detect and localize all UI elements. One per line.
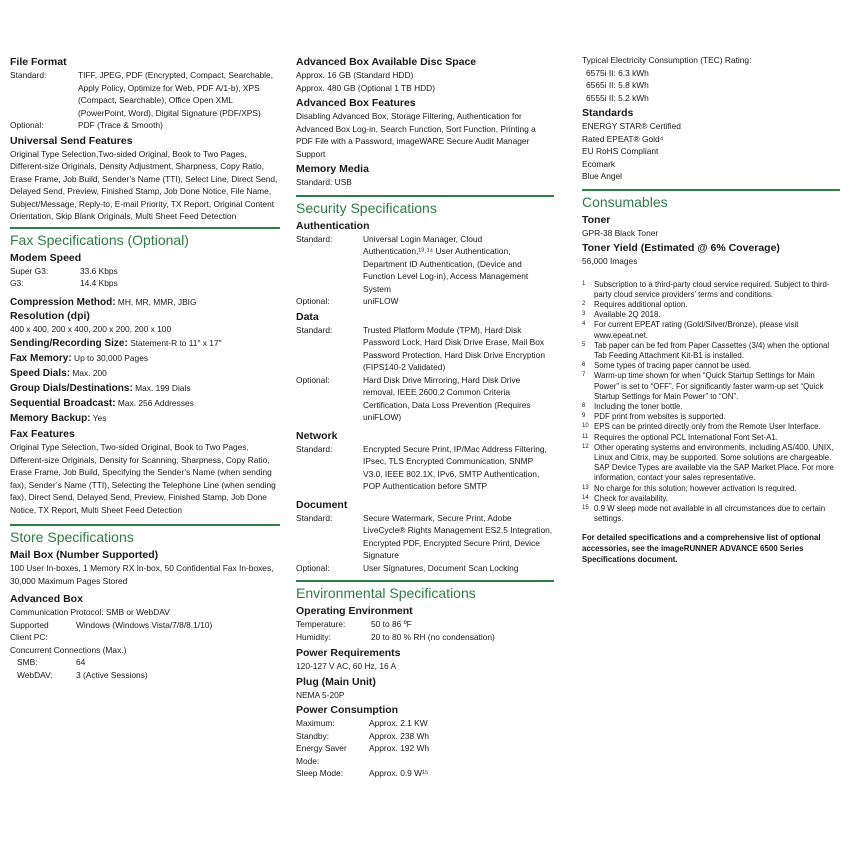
footnote-text: EPS can be printed directly only from the Remote User Interface. <box>594 422 821 432</box>
value: Approx. 0.9 W¹⁵ <box>369 768 429 778</box>
temperature-row <box>296 618 554 631</box>
footnote-number: 5 <box>582 341 586 348</box>
label: Standard: <box>10 70 47 80</box>
value: Yes <box>92 413 107 423</box>
label: Compression Method: <box>10 296 116 308</box>
protocol-text: Communication Protocol: SMB or WebDAV <box>10 607 170 617</box>
value: Approx. 238 Wh <box>369 730 430 741</box>
label-line: Supported <box>10 619 49 630</box>
footnote-text: Some types of tracing paper cannot be used. <box>594 361 752 371</box>
authentication-heading: Authentication <box>296 219 370 232</box>
footnote <box>582 433 840 443</box>
label: Standard: <box>296 233 333 244</box>
footnote <box>582 361 840 371</box>
footnote-number: 8 <box>582 402 586 409</box>
auth-standard-row <box>296 233 554 296</box>
plug-heading: Plug (Main Unit) <box>296 675 376 688</box>
store-section-title: Store Specifications <box>10 524 280 546</box>
footnote-text: Requires the optional PCL International Font Set-A1. <box>594 432 778 442</box>
plug-value: NEMA 5-20P <box>296 689 345 700</box>
toner-value: GPR-38 Black Toner <box>582 227 659 238</box>
value: Universal Login Manager, Cloud Authentication,¹³˒¹⁴ User Authentication, Department ID Authentication, (Device and Function Level Log-in), Access Management System <box>363 233 529 294</box>
modem-row <box>10 265 280 278</box>
disc-line: Approx. 16 GB (Standard HDD) <box>296 70 414 80</box>
advanced-box-heading: Advanced Box <box>10 593 83 605</box>
footnote-number: 11 <box>582 433 589 440</box>
footnote-number: 12 <box>582 443 589 450</box>
universal-send-text: Original Type Selection,Two-sided Original, Book to Two Pages, Different-size Originals, Density Adjustment, Sharpness, Copy Ratio, Erase Frame, Job Build, Sender’s Name (TTI), Select Line, Direct Send, Delayed Send, Preview, Finished Stamp, Job Done Notice, File Name, Subject/Message, Reply-to, E-mail Priority, TX Report, Original Content Orientation, Skip Blank Originals, Multi Sheet Feed Detection <box>10 148 278 221</box>
maximum-row <box>296 717 554 730</box>
speed-dials-line <box>10 367 280 380</box>
footnote <box>582 504 840 524</box>
disc-line: Approx. 480 GB (Optional 1 TB HDD) <box>296 82 436 93</box>
universal-send-heading: Universal Send Features <box>10 134 133 147</box>
footnote <box>582 341 840 361</box>
value: MH, MR, MMR, JBIG <box>117 296 197 307</box>
concurrent-text: Concurrent Connections (Max.) <box>10 644 127 655</box>
standards-line: Rated EPEAT® Gold⁴ <box>582 133 664 144</box>
footnote-number: 4 <box>582 321 586 328</box>
label: Optional: <box>296 374 330 385</box>
standards-line: Ecomark <box>582 158 616 169</box>
file-format-heading: File Format <box>10 56 67 68</box>
footnote <box>582 320 840 340</box>
size-line <box>10 337 280 350</box>
group-dials-line <box>10 382 280 395</box>
fax-memory-line <box>10 352 280 365</box>
label: Sequential Broadcast: <box>10 398 116 409</box>
network-standard-row <box>296 443 554 493</box>
footnote-text: Warm-up time shown for when “Quick Startup Settings for Main Power” is set to “OFF”. For significantly faster warm-up set “Quick Startup Settings for Main Power” to “ON”. <box>594 371 824 401</box>
adv-features-text: Disabling Advanced Box, Storage Filtering, Authentication for Advanced Box Log-in, Search Function, Sort Function, Printing a PDF File with a Password, imageWARE Secure Audit Manager Support <box>296 111 536 159</box>
label: Optional: <box>296 296 330 306</box>
footnote <box>582 412 840 422</box>
supported-row <box>10 619 280 644</box>
operating-env-heading: Operating Environment <box>296 605 413 617</box>
label: Maximum: <box>296 718 335 728</box>
modem-speed-heading: Modem Speed <box>10 251 82 264</box>
value: Up to 30,000 Pages <box>74 353 149 363</box>
tec-row: 6555i II: 5.2 kWh <box>586 92 649 103</box>
data-optional-row <box>296 374 554 424</box>
value: Encrypted Secure Print, IP/Mac Address Filtering, IPsec, TLS Encrypted Communication, SNMP V3.0, IEEE 802.1X, IPv6, SMTP Authentication, POP Authentication before SMTP <box>363 443 547 491</box>
label: Optional: <box>296 562 330 573</box>
fax-section-title <box>10 227 280 249</box>
standards-line: Blue Angel <box>582 171 623 181</box>
webdav-row <box>10 669 280 682</box>
value: User Signatures, Document Scan Locking <box>363 562 519 573</box>
footnote-text: Requires additional option. <box>594 299 688 309</box>
footnote <box>582 280 840 300</box>
footnote <box>582 402 840 412</box>
value: PDF (Trace & Smooth) <box>78 120 163 130</box>
mailbox-text: 100 User In-boxes, 1 Memory RX In-box, 50 Confidential Fax In-boxes, 30,000 Maximum Pages Stored <box>10 563 274 586</box>
footnote-text: Including the toner bottle. <box>594 401 683 411</box>
label-line: Energy Saver <box>296 743 347 753</box>
fax-title: Fax Specifications <box>10 231 124 248</box>
energy-saver-row <box>296 742 554 767</box>
footnote-number: 14 <box>582 494 589 501</box>
memory-media-heading: Memory Media <box>296 163 369 175</box>
humidity-row <box>296 631 554 644</box>
label: Humidity: <box>296 631 331 642</box>
footnote <box>582 300 840 310</box>
footnote <box>582 484 840 494</box>
label: Optional: <box>10 120 44 130</box>
label: Standby: <box>296 730 330 741</box>
column-2 <box>296 52 554 780</box>
footnote-number: 3 <box>582 311 586 318</box>
label: Speed Dials: <box>10 368 71 379</box>
footnote <box>582 310 840 320</box>
value: Max. 256 Addresses <box>117 398 194 408</box>
consumables-section-title: Consumables <box>582 189 840 211</box>
compression-line <box>10 296 280 309</box>
label: WebDAV: <box>17 669 53 680</box>
footnote <box>582 371 840 402</box>
backup-line <box>10 412 280 425</box>
footnote-number: 15 <box>582 504 589 511</box>
adv-features-heading: Advanced Box Features <box>296 97 416 109</box>
value: Windows (Windows Vista/7/8/8.1/10) <box>76 619 213 630</box>
footnote-number: 6 <box>582 362 586 369</box>
label: Temperature: <box>296 619 346 629</box>
document-optional-row <box>296 562 554 575</box>
footnote-number: 1 <box>582 280 586 287</box>
footnote-text: Subscription to a third-party cloud service required. Subject to third-party cloud service providers’ terms and conditions. <box>594 279 830 299</box>
footnote-text: Available 2Q 2018. <box>594 310 661 320</box>
fax-title-suffix: (Optional) <box>127 231 189 248</box>
label: SMB: <box>17 657 38 667</box>
auth-optional-row <box>296 295 554 308</box>
label: Memory Backup: <box>10 413 91 424</box>
toner-yield-value: 56,000 Images <box>582 256 638 266</box>
label: Standard: <box>296 443 333 454</box>
footnote-number: 9 <box>582 413 586 420</box>
label: Sleep Mode: <box>296 768 344 778</box>
file-format-optional-row <box>10 119 280 132</box>
label: Standard: <box>296 512 333 523</box>
resolution-heading: Resolution (dpi) <box>10 309 90 322</box>
fax-features-heading: Fax Features <box>10 428 75 440</box>
footnote <box>582 443 840 484</box>
smb-row <box>10 656 280 669</box>
value: TIFF, JPEG, PDF (Encrypted, Compact, Searchable, Apply Policy, Optimize for Web, PDF A/1-b), XPS (Compact, Searchable), Office Open XML (PowerPoint, Word), Digital Signature (PDF/XPS) <box>78 70 274 118</box>
toner-heading: Toner <box>582 213 611 226</box>
column-3 <box>582 52 840 565</box>
footnote <box>582 494 840 504</box>
environmental-section-title: Environmental Specifications <box>296 580 554 602</box>
value: 64 <box>76 657 86 667</box>
value: 14.4 Kbps <box>80 278 118 288</box>
value: 50 to 86 ºF <box>371 619 412 629</box>
closing-note: For detailed specifications and a comprehensive list of optional accessories, see the imageRUNNER ADVANCE 6500 Series Specifications document. <box>582 533 821 565</box>
data-heading: Data <box>296 310 319 323</box>
value: uniFLOW <box>363 296 399 306</box>
tec-row: 6565i II: 5.8 kWh <box>586 80 649 90</box>
value: Approx. 192 Wh <box>369 743 430 753</box>
file-format-standard-row <box>10 69 280 119</box>
label-line: Mode: <box>296 755 320 766</box>
tec-heading: Typical Electricity Consumption (TEC) Rating: <box>582 55 752 65</box>
label <box>10 619 76 644</box>
data-standard-row <box>296 324 554 374</box>
value: 33.6 Kbps <box>80 265 118 276</box>
power-req-value: 120-127 V AC, 60 Hz, 16 A <box>296 661 397 671</box>
mailbox-heading: Mail Box (Number Supported) <box>10 549 159 561</box>
footnote-text: Check for availability. <box>594 493 668 503</box>
toner-yield-heading: Toner Yield (Estimated @ 6% Coverage) <box>582 242 780 254</box>
value: Max. 199 Dials <box>135 383 191 393</box>
label: Sending/Recording Size: <box>10 338 128 349</box>
footnote-text: 0.9 W sleep mode not available in all circumstances due to certain settings. <box>594 503 826 524</box>
footnote-text: Other operating systems and environments, including AS/400, UNIX, Linux and Citrix, may be supported. Some solutions are chargeable. SAP Device Types are available via the SAP Market Place. For more information, contact your sales representative. <box>594 442 834 483</box>
label: Group Dials/Destinations: <box>10 383 133 394</box>
standards-heading: Standards <box>582 107 634 119</box>
value: Approx. 2.1 KW <box>369 718 428 728</box>
document-heading: Document <box>296 498 348 511</box>
label <box>296 742 369 767</box>
footnote-text: Tab paper can be fed from Paper Cassettes (3/4) when the optional Tab Feeding Attachment Kit-B1 is installed. <box>594 340 830 360</box>
value: 3 (Active Sessions) <box>76 669 148 680</box>
memory-media-text: Standard: USB <box>296 177 352 187</box>
footnote-number: 2 <box>582 300 586 307</box>
footnote-text: No charge for this solution; however activation is required. <box>594 483 797 493</box>
label: G3: <box>10 278 24 288</box>
value: Secure Watermark, Secure Print, Adobe LiveCycle® Rights Management ES2.5 Integration, Encrypted PDF, Encrypted Secure Print, Device Signature <box>363 512 553 560</box>
label: Super G3: <box>10 265 49 276</box>
network-heading: Network <box>296 429 338 442</box>
footnotes <box>582 280 840 525</box>
label: Fax Memory: <box>10 353 72 364</box>
footnote-number: 10 <box>582 423 589 430</box>
security-section-title: Security Specifications <box>296 195 554 217</box>
document-standard-row <box>296 512 554 562</box>
value: 20 to 80 % RH (no condensation) <box>371 631 495 642</box>
footnote-number: 13 <box>582 484 589 491</box>
label: Standard: <box>296 324 333 335</box>
tec-row: 6575i II: 6.3 kWh <box>586 67 649 78</box>
column-1 <box>10 52 280 681</box>
footnote-text: PDF print from websites is supported. <box>594 412 726 422</box>
footnote <box>582 422 840 432</box>
power-consumption-heading: Power Consumption <box>296 704 399 716</box>
label-line: Client PC: <box>10 632 48 642</box>
fax-features-text: Original Type Selection, Two-sided Original, Book to Two Pages, Different-size Originals, Density for Scanning, Sharpness, Copy Ratio, Erase Frame, Job Build, Specifying the Sender’s Name (when sending fax), Sender’s Name (TTI), Selecting the Telephone Line (when sending fax), Direct Send, Delayed Send, Preview, Finished Stamp, Job Done Notice, TX Report, Multi Sheet Feed Detection <box>10 442 276 515</box>
footnote-text: For current EPEAT rating (Gold/Silver/Bronze), please visit www.epeat.net. <box>594 320 799 340</box>
value: Statement-R to 11" x 17" <box>130 338 222 348</box>
resolution-value: 400 x 400, 200 x 400, 200 x 200, 200 x 100 <box>10 323 172 334</box>
standards-line: ENERGY STAR® Certified <box>582 121 681 131</box>
standby-row <box>296 730 554 743</box>
value: Hard Disk Drive Mirroring, Hard Disk Drive removal, IEEE 2600.2 Common Criteria Certification, Data Loss Prevention (Requires uniFLOW) <box>363 374 531 422</box>
modem-row <box>10 277 280 290</box>
value: Max. 200 <box>72 368 107 378</box>
power-req-heading: Power Requirements <box>296 647 401 659</box>
value: Trusted Platform Module (TPM), Hard Disk Password Lock, Hard Disk Drive Erase, Mail Box Password Protection, Hard Disk Drive Encryption (FIPS140-2 Validated) <box>363 324 545 372</box>
sequential-line <box>10 397 280 410</box>
sleep-row <box>296 767 554 780</box>
footnote-number: 7 <box>582 372 586 379</box>
standards-line: EU RoHS Compliant <box>582 146 659 156</box>
disc-space-heading: Advanced Box Available Disc Space <box>296 56 477 68</box>
